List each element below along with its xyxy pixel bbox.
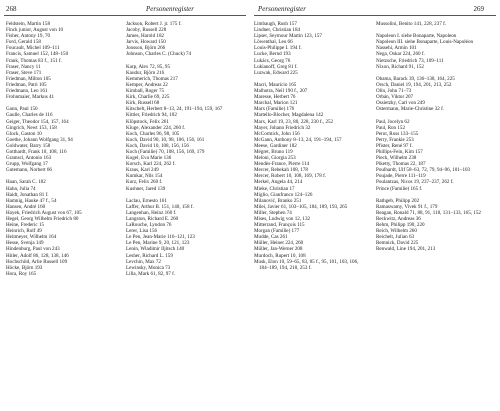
index-entry: Mussolini, Benito 141, 228, 237 f. [376,21,447,27]
index-column [6,21,116,277]
index-entry: Meese, Gardiner 182 [254,142,297,149]
index-entry: Pfister, René 97 f. [376,142,413,149]
index-entry: Jackson, Robert J. jr. 175 f. [126,21,182,27]
index-entry: Fisher, Antony 19, 70 [6,33,51,40]
index-entry: Fraser, Steve 171 [6,69,42,76]
index-entry: Hochschild, Arlie Russell 109 [6,258,68,265]
index-entry: Friedman, Patri 105 [6,81,47,88]
index-entry: Orsch, Daniel 19, 194, 201, 213, 252 [376,81,452,88]
index-entry: Miller, Stephen 74 [254,209,292,216]
index-entry: Heine, Frederic 15 [6,222,45,229]
index-entry: Merkel, Angela 44, 214 [254,179,303,186]
index-entry: Reichelt, Julian 63 [376,234,415,241]
index-entry: Gann, Paul 150 [6,106,38,113]
index-entry: Kimball, Roger 75 [126,88,165,95]
index-entry: Laffer, Arthur B. 151, 140, 158 f. [126,203,194,210]
index-entry: Levchin, Max 72 [126,258,161,265]
index-entry: Goethe, Johann Wolfgang 31, 94 [6,136,73,143]
index-entry: Lilla, Mark 61, 82, 97 f. [126,270,176,277]
index-column [254,21,364,271]
index-entry: Frank, Thomas 83 f., 151 f. [6,57,62,64]
index-entry: Milanović, Branko 251 [254,197,302,204]
index-entry: Friedman, Milton 105 [6,75,51,82]
index-entry: Mendès-France, Pierre 114 [254,161,310,168]
index-entry: Hayek, Friedrich August von 67, 105 [6,209,82,216]
index-entry: Koch (Familie) 70, 108, 156, 169, 179 [126,148,205,155]
index-entry: Murdoch, Rupert 10, 108 [254,252,306,259]
index-entry: Ostermann, Marie-Christine 32 f. [376,106,445,113]
index-entry: Heinrich, Rolf 49 [6,228,42,235]
index-entry: Koch, David 90, 10, 98, 106, 156, 161 [126,136,205,143]
index-entry: Jacoby, Russell 228 [126,27,167,34]
index-entry: Friedmann, Leo 161 [6,88,48,95]
index-entry: Gotthardt, Frank 10, 108, 116 [6,148,67,155]
index-entry: Piketty, Thomas 22, 187 [376,161,426,168]
index-entry: Milei, Javier 61, 103–105, 184, 189, 193, 265 [254,203,348,210]
index-entry: Marx, Karl 19, 23, 80, 228, 230 f., 252 [254,118,334,125]
index-entry: Gutemann, Norbert 66 [6,167,52,174]
index-entry: Reckwitz, Andreas 36 [376,216,421,222]
index-column [126,21,236,277]
index-entry: Jarvis, Howard 150 [126,39,166,46]
running-title: Personenregister [258,5,306,13]
index-entry: Reagan, Ronald 71, 88, 91, 118, 131–133, 165, 152 [376,209,481,216]
index-entry: Klöpstock, Felix 261 [126,118,169,125]
index-entry: Hora, Roy 165 [6,270,37,277]
index-entry: Lindner, Christian 184 [254,27,301,34]
index-entry: Napoleon III. siehe Bonaparte, Louis-Napoléon [376,39,474,46]
right-page [250,0,500,411]
index-entry: Hesse, Svenja 149 [6,240,44,247]
index-entry: Ford, Gerald 158 [6,39,41,46]
index-entry: Langenhan, Heinz 160 f. [126,209,177,216]
index-entry: Müller, Heiner 224, 260 [254,240,304,247]
index-entry: Nixon, Richard 91, 152 [376,63,424,70]
index-entry: Grupp, Wolfgang 17 [6,161,48,168]
index-entry: Musk, Elon 10, 59–65, 83, 85 f., 95, 101, 103, 106, 184–189, 194, 218, 253 f. [254,258,359,271]
index-entry: McCormick, John 156 [254,130,300,137]
index-entry: Hindenburg, Paul von 243 [6,246,60,253]
index-entry: Heitmeyer, Wilhelm 164 [6,234,57,241]
index-entry: Mises, Ludwig von 12, 132 [254,216,311,222]
index-entry: Perry, Frankie 253 [376,136,414,143]
index-entry: Lenin, Wladimir Iljitsch 140 [126,246,185,253]
index-entry: Jonsson, Björn 266 [126,45,166,52]
page-number: 268 [6,5,17,13]
index-entry: Paul, Ron 152 [376,124,406,131]
index-entry: Renwald, Line 194, 201, 213 [376,246,436,253]
index-entry: Remnick, David 225 [376,240,419,247]
index-entry: Goldwater, Barry 158 [6,142,51,149]
index-entry: Mercer, Robert 10, 108, 169, 178 f. [254,173,327,180]
index-entry: Martello-Blocher, Magdalena 142 [254,112,324,119]
index-entry: Kumkar, Nils 154 [126,173,163,180]
index-entry: Marchal, Marion 121 [254,100,298,107]
index-entry: Ramaswamy, Vivek 91 f., 179 [376,203,438,210]
index-entry: Kluge, Alexander 224, 260 f. [126,124,186,131]
index-entry: Foucault, Michel 109–111 [6,45,60,52]
index-entry: Nassehi, Armin 101 [376,45,417,52]
index-entry: Lukianoff, Greg 81 f. [254,63,298,70]
index-entry: Perot, Ross 133–155 [376,130,419,137]
index-entry: Finck junior, August von 10 [6,27,64,34]
index-entry: Mudde, Cas 261 [254,234,288,241]
index-entry: Napoleon I. siehe Bonaparte, Napoleon [376,33,457,40]
index-entry: Kogel, Eva Marie 136 [126,155,172,162]
index-entry: Hahn, Julia 74 [6,185,36,192]
index-entry: Lerer, Lisa 156 [126,228,158,235]
index-entry: Nietzsche, Friedrich 73, 109–111 [376,57,444,64]
index-entry: Hegel, Georg Wilhelm Friedrich 80 [6,216,79,222]
index-entry: Gaulle, Charles de 116 [6,112,53,119]
index-entry: Kittler, Friedrich 94, 102 [126,112,177,119]
index-entry: Gramsci, Antonio 163 [6,155,52,162]
index-entry: Löwenthal, Leo 66 [254,39,293,46]
index-entry: Prince (Familie) 165 f. [376,185,423,192]
index-entry: Pieck, Wilhelm 238 [376,155,417,162]
index-entry: Geiger, Theodor 154, 157, 164 [6,118,69,125]
index-entry: Koch, David 10, 108, 156, 156 [126,142,189,149]
running-title: Personenregister [146,5,194,13]
index-entry: Poujade, Pierre 111–119 [376,173,426,180]
index-entry: Hitler, Adolf 86, 128, 138, 146 [6,252,69,259]
index-entry: Haidt, Jonathan 81 f. [6,191,49,198]
index-entry: Miglio, Gianfranco 124–126 [254,191,313,198]
index-entry: Karp, Alex 72, 85, 95 [126,63,170,70]
index-entry: Kemmerich, Thomas 217 [126,75,178,82]
index-entry: Gingrich, Newt 153, 158 [6,124,57,131]
index-entry: Frohnmaier, Markus 41 [6,94,55,101]
index-entry: Louis-Philippe I. 194 f. [254,45,302,52]
index-column [376,21,486,253]
index-entry: Korsch, Karl 224, 262 f. [126,161,176,168]
index-entry: Müller, Jan-Werner 208 [254,246,303,253]
index-entry: Le Pen, Jean-Marie 116–121, 123 [126,234,195,241]
index-entry: Lukács, Georg 76 [254,57,291,64]
index-entry: Luzwak, Edward 225 [254,69,298,76]
index-entry: LaRouche, Lyndon 76 [126,222,172,229]
index-entry: Laclau, Ernesto 161 [126,197,167,204]
index-entry: Malhotra, Neil 190 f., 207 [254,88,308,95]
index-entry: Hamnig, Hauke 47 f., 54 [6,197,57,204]
index-entry: Glock, Gaston 10 [6,130,42,137]
index-entry: Haan, Sarah C. 182 [6,179,46,186]
index-entry: Macri, Mauricio 165 [254,81,297,88]
index-entry: Lucke, Bernd 193 [254,51,291,58]
index-entry: Obama, Barack 39, 136–138, 164, 225 [376,75,455,82]
index-entry: Lipset, Seymour Martin 123, 157 [254,33,322,40]
index-entry: Ossietzky, Carl von 249 [376,100,425,107]
index-entry: Kemper, Andreas 22 [126,81,168,88]
index-entry: Poulantzas, Nicos 19, 237–237, 262 f. [376,179,454,186]
index-entry: Francis, Samuel 152, 148–150 [6,51,69,58]
index-entry: Kirk, Charlie 69, 225 [126,94,170,101]
index-entry: Maresse, Herbert 76 [254,94,296,101]
index-entry: Lewinsky, Monica 73 [126,264,171,271]
index-entry: Olin, John 71–73 [376,88,412,95]
index-entry: Rehm, Philipp 190, 220 [376,222,425,229]
index-entry: Reich, Wilhelm 260 [376,228,417,235]
index-entry: Mégret, Bruno 119 [254,148,293,155]
header-rule [254,15,496,16]
index-entry: Feldstein, Martin 158 [6,21,51,27]
index-entry: Poulhardt, Ulf 58–63, 72, 79, 94–96, 101–103 [376,167,471,174]
index-entry: McGann, Anthony 8–13, 24, 191–194, 157 [254,136,342,143]
index-entry: Mercer, Rebekah 108, 178 [254,167,308,174]
index-entry: Koch, Charles 96, 98, 105 [126,130,180,137]
index-entry: Fraser, Nancy 11 [6,63,41,70]
index-entry: Hansen, André 160 [6,203,46,210]
index-entry: Orbán, Viktor 207 [376,94,414,101]
index-entry: Langston, Richard E. 260 [126,216,179,222]
page-number: 269 [473,5,484,13]
index-entry: Kushner, Jared 139 [126,185,166,192]
index-entry: Kurz, Felix 260 f. [126,179,163,186]
index-entry: Rathgeb, Philipp 202 [376,197,420,204]
index-entry: Meloni, Giorgia 253 [254,155,296,162]
index-entry: Kitschelt, Herbert 8–13, 24, 191–194, 159, 167 [126,106,223,113]
index-entry: Limbaugh, Rush 157 [254,21,297,27]
index-entry: Phillips-Fein, Kim 157 [376,148,423,155]
index-entry: Kraus, Karl 249 [126,167,159,174]
index-entry: Marx (Familie) 176 [254,106,295,113]
header-rule [4,15,246,16]
index-entry: Mieke, Christian 17 [254,185,295,192]
index-entry: James, Harold 182 [126,33,165,40]
index-entry: Johnson, Charles C. (Chuck) 74 [126,51,192,58]
index-entry: Paul, Jocelyn 62 [376,118,410,125]
index-entry: Nega, Oskar 224, 260 f. [376,51,425,58]
index-entry: Höcke, Björn 193 [6,264,43,271]
index-entry: Mayer, Johann Friedrich 32 [254,124,311,131]
index-entry: Kaudur, Björn 216 [126,69,165,76]
index-entry: Kirk, Russell 68 [126,100,160,107]
index-entry: Mitterrand, François 115 [254,222,305,229]
index-entry: Lesher, Richard L. 159 [126,252,173,259]
index-entry: Morgan (Familie) 177 [254,228,300,235]
index-entry: Le Pen, Marine 9, 20, 121, 123 [126,240,190,247]
